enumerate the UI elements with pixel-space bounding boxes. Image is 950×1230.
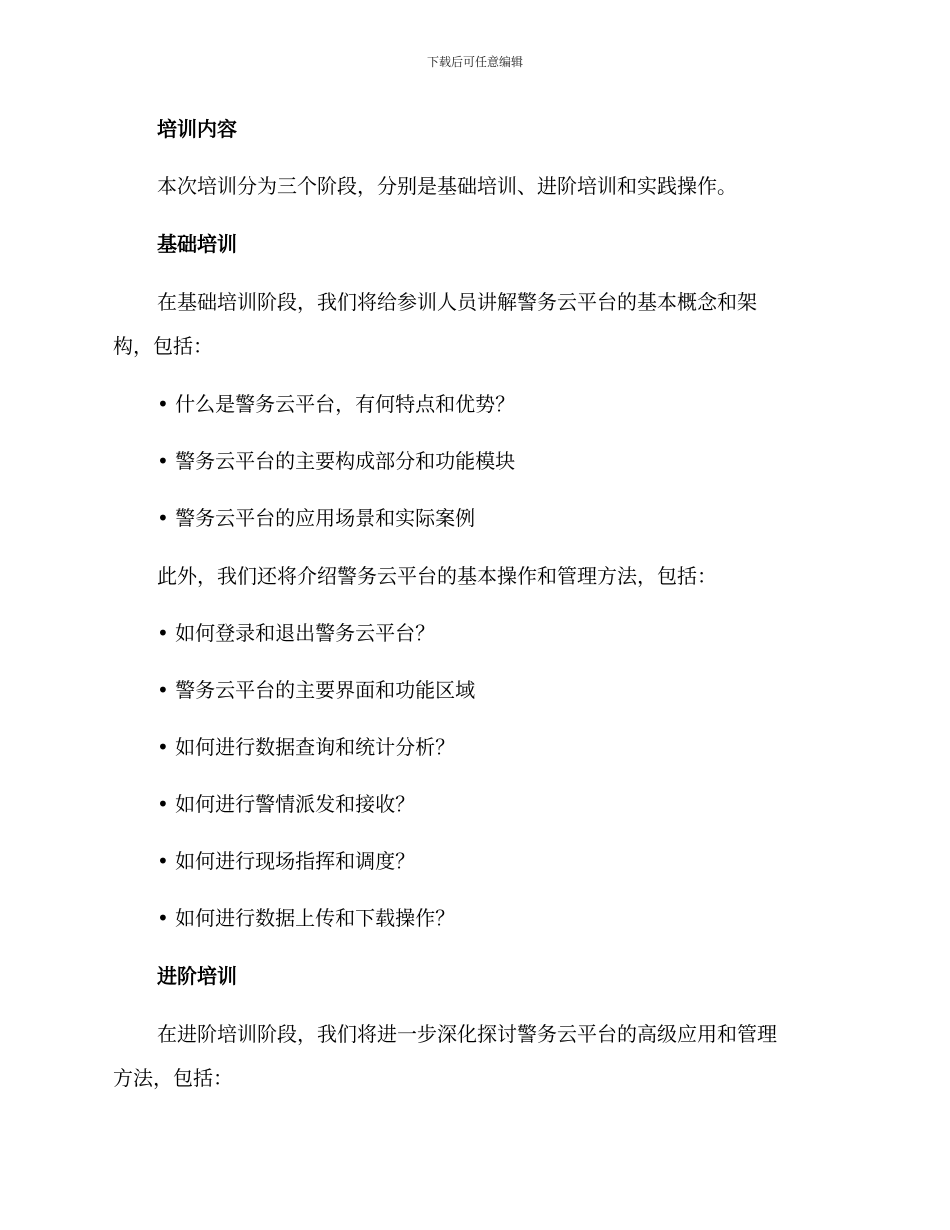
intro-paragraph: 本次培训分为三个阶段，分别是基础培训、进阶培训和实践操作。 [157, 174, 737, 198]
basic-paragraph-line-2: 构，包括： [113, 334, 213, 358]
advanced-paragraph-line-2: 方法，包括： [113, 1066, 233, 1090]
heading-training-content: 培训内容 [157, 117, 237, 141]
list-item: • 如何进行数据上传和下载操作？ [157, 906, 456, 930]
heading-advanced-training: 进阶培训 [157, 964, 237, 988]
list-item: • 警务云平台的主要界面和功能区域 [157, 678, 476, 702]
list-item: • 如何进行数据查询和统计分析？ [157, 735, 456, 759]
list-item: • 什么是警务云平台，有何特点和优势？ [157, 392, 516, 416]
ops-intro-paragraph: 此外，我们还将介绍警务云平台的基本操作和管理方法，包括： [157, 564, 717, 588]
page-header: 下载后可任意编辑 [426, 55, 523, 69]
list-item: • 如何登录和退出警务云平台？ [157, 621, 436, 645]
list-item: • 如何进行现场指挥和调度？ [157, 849, 416, 873]
list-item: • 警务云平台的主要构成部分和功能模块 [157, 449, 516, 473]
list-item: • 警务云平台的应用场景和实际案例 [157, 506, 476, 530]
advanced-paragraph-line-1: 在进阶培训阶段，我们将进一步深化探讨警务云平台的高级应用和管理 [157, 1022, 777, 1046]
heading-basic-training: 基础培训 [157, 232, 237, 256]
basic-paragraph-line-1: 在基础培训阶段，我们将给参训人员讲解警务云平台的基本概念和架 [157, 290, 757, 314]
list-item: • 如何进行警情派发和接收？ [157, 792, 416, 816]
